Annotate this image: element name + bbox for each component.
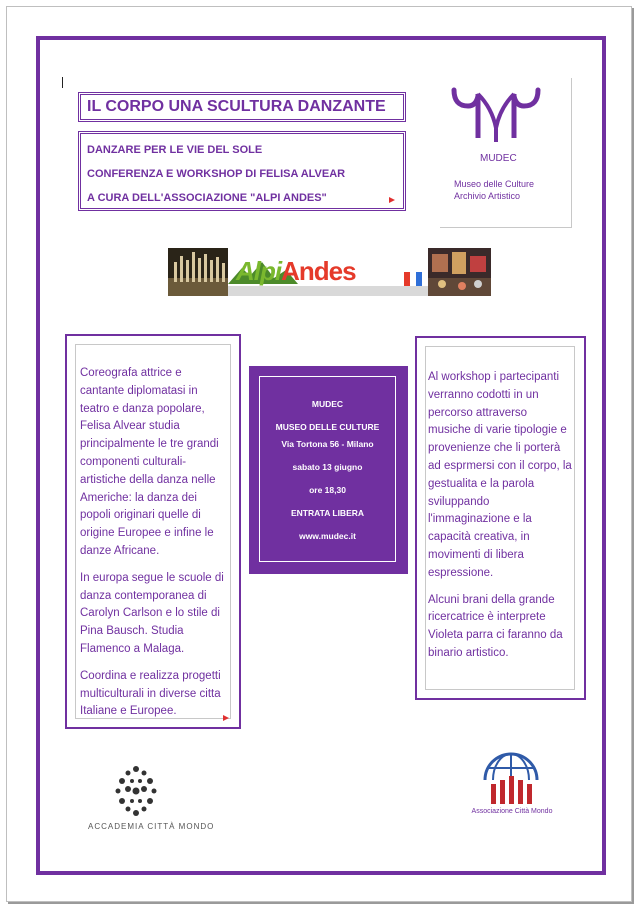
mudec-logo-name: MUDEC [480,153,517,164]
flyer-title: IL CORPO UNA SCULTURA DANZANTE [87,98,386,115]
event-venue-short: MUDEC [311,399,344,409]
mudec-logo-subtitle-1: Museo delle Culture [454,179,535,189]
subtitle-line-2: CONFERENZA E WORKSHOP DI FELISA ALVEAR [87,168,346,180]
cathedral-photo-icon [168,248,228,296]
flag-icon [404,272,422,286]
anchor-marker-icon [223,715,229,721]
biography-text-area[interactable] [75,344,231,719]
title-box[interactable] [78,92,406,122]
event-venue-name: MUSEO DELLE CULTURE [275,422,380,432]
biography-box[interactable] [65,334,241,729]
subtitle-box[interactable] [78,131,406,211]
anchor-marker-icon [389,197,395,203]
biography-paragraph-1: Coreografa attrice e cantante diplomatasi in teatro e danza popolare, Felisa Alvear studia principalmente le tre grandi componenti culturali-artistiche della danza nelle Americhe: la danza dei popoli originari quelle di origine Europee e infine le danze Africane. [80,367,219,557]
workshop-text-area[interactable] [425,346,575,690]
event-time: ore 18,30 [309,485,346,495]
workshop-paragraph-2: Alcuni brani della grande ricercatrice è interprete Violeta parra ci faranno da binario artistico. [428,593,563,659]
event-info-box[interactable] [249,366,408,574]
banner-title [236,256,356,286]
event-entry: ENTRATA LIBERA [290,508,365,518]
event-info-inner [259,376,396,562]
mudec-logo-card [440,78,572,228]
associazione-logo-text: Associazione Città Mondo [471,808,553,815]
mudec-logo-icon [440,78,572,158]
event-address: Via Tortona 56 - Milano [281,439,374,449]
subtitle-line-1: DANZARE PER LE VIE DEL SOLE [87,144,263,156]
biography-paragraph-2: In europa segue le scuole di danza contemporanea di Carolyn Carlson e lo stile di Pina Bausch. Studia Flamenco a Malaga. [80,571,224,655]
alpi-andes-banner [168,248,491,296]
market-photo-icon [428,248,491,296]
subtitle-line-3: A CURA DELL'ASSOCIAZIONE "ALPI ANDES" [87,192,327,204]
mudec-logo-subtitle-2: Archivio Artistico [454,191,521,201]
text-cursor [62,77,63,88]
event-website[interactable]: www.mudec.it [299,531,356,541]
workshop-paragraph-1: Al workshop i partecipanti verranno codotti in un percorso attraverso musiche di varie tipologie e provenienze che li porterà ad esprmersi con il corpo, la gestualita e la parola sviluppando l'immaginazione e la capacità creativa, in movimenti di libera espressione. [428,371,572,579]
event-date: sabato 13 giugno [292,462,363,472]
banner-andes: Andes [281,256,356,286]
workshop-box[interactable] [415,336,586,700]
accademia-logo-text: ACCADEMIA CITTÀ MONDO [88,822,215,831]
biography-paragraph-3: Coordina e realizza progetti multiculturali in diverse citta Italiane e Europee. [80,669,221,718]
banner-alpi: Alpi [236,256,282,286]
